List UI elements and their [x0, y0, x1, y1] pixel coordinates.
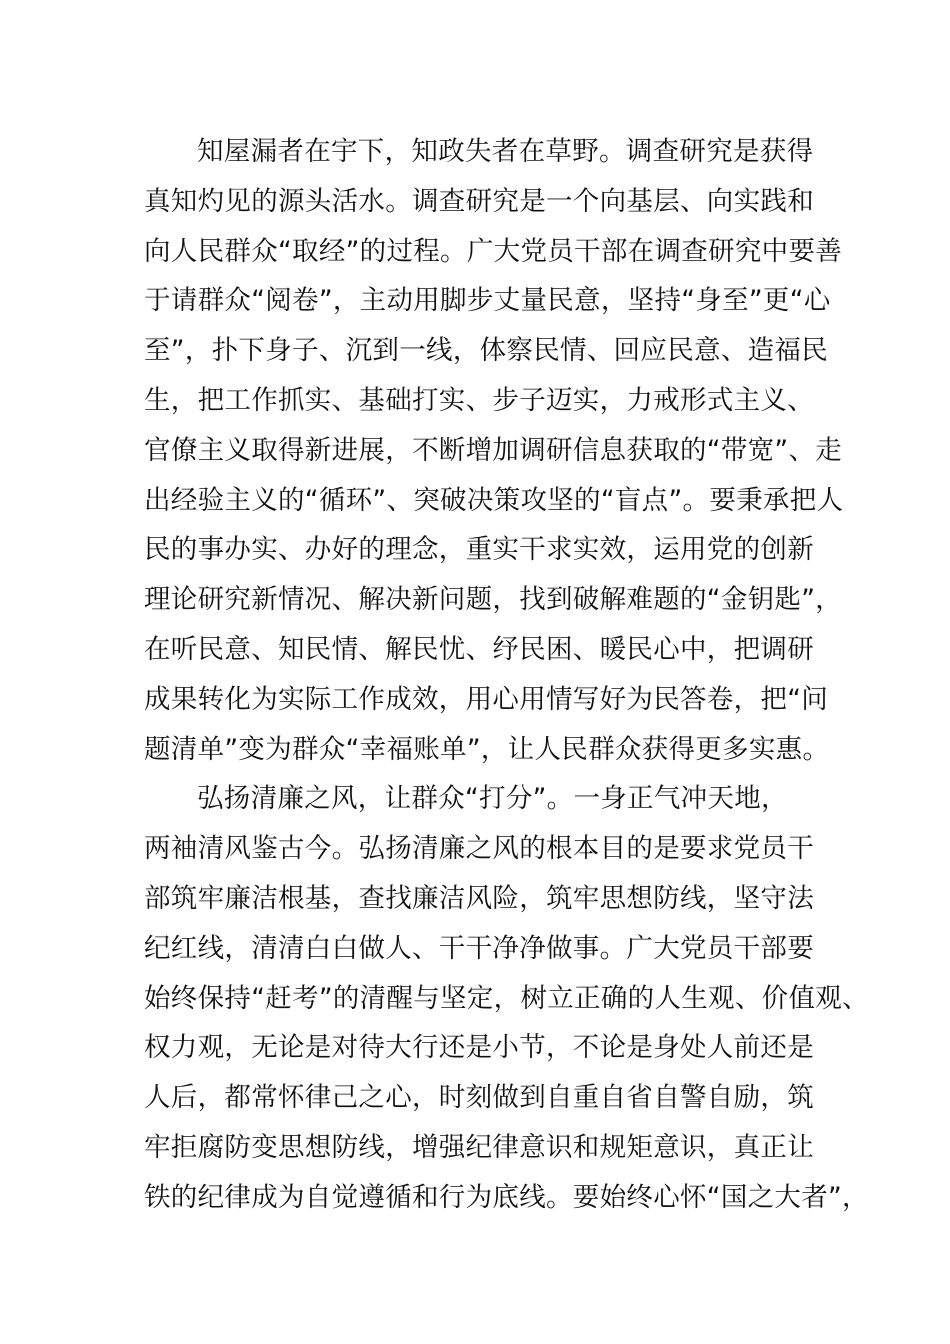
paragraph-1-line-9: 民的事办实、办好的理念，重实干求实效，运用党的创新	[144, 534, 814, 566]
paragraph-1-line-6: 生，把工作抓实、基础打实、步子迈实，力戒形式主义、	[144, 384, 814, 416]
paragraph-2-line-7: 人后，都常怀律己之心，时刻做到自重自省自警自励，筑	[144, 1082, 814, 1114]
paragraph-1-line-8: 出经验主义的“循环”、突破决策攻坚的“盲点”。要秉承把人	[144, 484, 844, 516]
paragraph-1-line-4: 于请群众“阅卷”，主动用脚步丈量民意，坚持“身至”更“心	[144, 285, 831, 317]
paragraph-1-line-2: 真知灼见的源头活水。调查研究是一个向基层、向实践和	[144, 185, 814, 217]
paragraph-2-line-3: 部筑牢廉洁根基，查找廉洁风险，筑牢思想防线，坚守法	[144, 882, 814, 914]
paragraph-1-line-1: 知屋漏者在宇下，知政失者在草野。调查研究是获得	[197, 136, 814, 167]
paragraph-1-line-5: 至”，扑下身子、沉到一线，体察民情、回应民意、造福民	[144, 335, 829, 367]
paragraph-1-line-3: 向人民群众“取经”的过程。广大党员干部在调查研究中要善	[144, 235, 843, 267]
paragraph-1-line-7: 官僚主义取得新进展，不断增加调研信息获取的“带宽”、走	[144, 434, 843, 466]
paragraph-2-line-2: 两袖清风鉴古今。弘扬清廉之风的根本目的是要求党员干	[144, 833, 814, 865]
paragraph-2-line-9: 铁的纪律成为自觉遵循和行为底线。要始终心怀“国之大者”，	[144, 1181, 869, 1213]
paragraph-2-line-6: 权力观，无论是对待大行还是小节，不论是身处人前还是	[144, 1032, 814, 1064]
paragraph-2-line-4: 纪红线，清清白白做人、干干净净做事。广大党员干部要	[144, 932, 814, 964]
paragraph-1-line-11: 在听民意、知民情、解民忧、纾民困、暖民心中，把调研	[144, 633, 814, 665]
paragraph-2-line-1: 弘扬清廉之风，让群众“打分”。一身正气冲天地，	[197, 783, 788, 815]
body-text	[144, 127, 869, 1223]
paragraph-2-line-8: 牢拒腐防变思想防线，增强纪律意识和规矩意识，真正让	[144, 1131, 814, 1163]
paragraph-1-line-13: 题清单”变为群众“幸福账单”，让人民群众获得更多实惠。	[144, 733, 830, 765]
paragraph-1-line-10: 理论研究新情况、解决新问题，找到破解难题的“金钥匙”，	[144, 584, 843, 616]
paragraph-1-line-12: 成果转化为实际工作成效，用心用情写好为民答卷，把“问	[144, 683, 829, 715]
paragraph-2-line-5: 始终保持“赶考”的清醒与坚定，树立正确的人生观、价值观、	[144, 982, 869, 1014]
